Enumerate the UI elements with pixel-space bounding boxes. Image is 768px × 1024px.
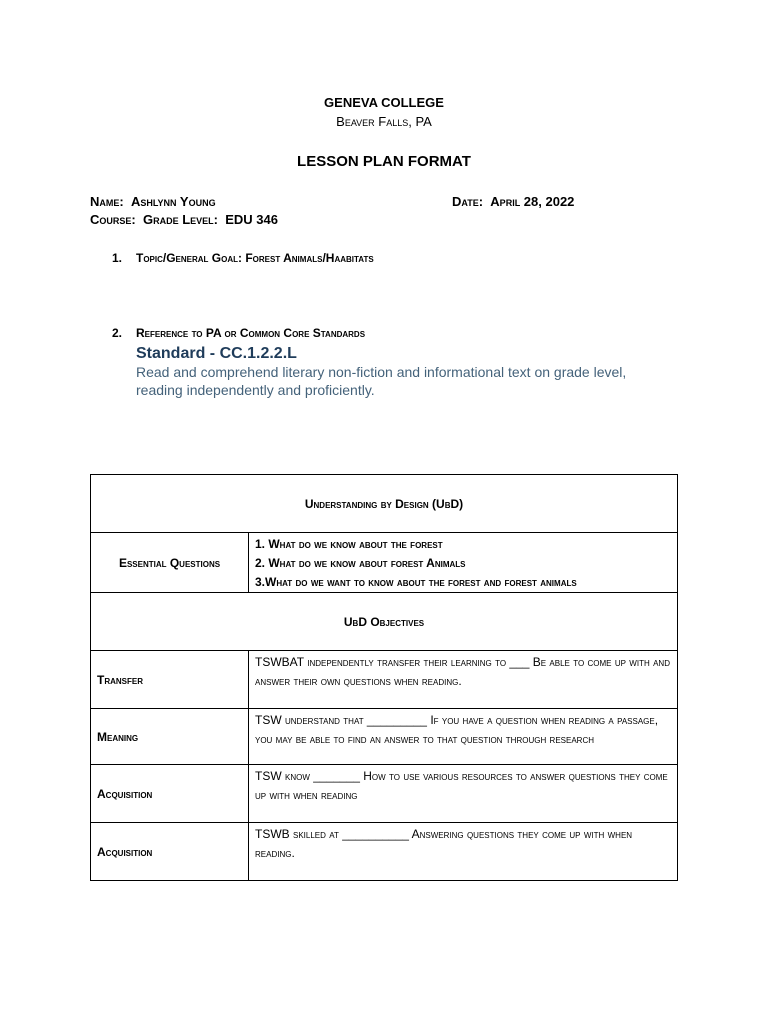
course-label: Course:: [90, 212, 136, 227]
row-label-acquisition: Acquisition: [91, 765, 249, 823]
essential-questions-list: [249, 533, 678, 593]
table-row: [91, 651, 678, 709]
table-row: [91, 475, 678, 533]
ubd-title: Understanding by Design (UbD): [91, 475, 678, 533]
row-text-transfer: TSWBAT independently transfer their learning to ___ Be able to come up with and answer their own questions when reading.: [249, 651, 678, 709]
row-label-transfer: Transfer: [91, 651, 249, 709]
section-text: Topic/General Goal: Forest Animals/Haabitats: [136, 251, 374, 265]
date-line: [452, 194, 574, 209]
name-line: [90, 194, 216, 209]
essential-questions-label: Essential Questions: [91, 533, 249, 593]
section-topic: [112, 251, 374, 265]
document-title: LESSON PLAN FORMAT: [297, 153, 471, 170]
table-row: [91, 765, 678, 823]
standard-title: Standard - CC.1.2.2.L: [136, 345, 297, 362]
list-item: 3.What do we want to know about the forest and forest animals: [255, 575, 577, 589]
grade-level-value: EDU 346: [225, 212, 278, 227]
table-row: [91, 593, 678, 651]
table-row: [91, 823, 678, 881]
section-number: 1.: [112, 251, 123, 265]
row-text-acquisition-2: TSWB skilled at __________ Answering questions they come up with when reading.: [249, 823, 678, 881]
list-item: 2. What do we know about forest Animals: [255, 556, 466, 570]
section-text: Reference to PA or Common Core Standards: [136, 326, 366, 340]
grade-level-label: Grade Level:: [142, 212, 218, 227]
college-name: GENEVA COLLEGE: [324, 95, 444, 110]
row-label-acquisition-2: Acquisition: [91, 823, 249, 881]
date-value: April 28, 2022: [490, 194, 575, 209]
section-number: 2.: [112, 326, 123, 340]
ubd-table: [90, 474, 678, 881]
name-label: Name:: [90, 194, 124, 209]
standard-description: Read and comprehend literary non-fiction and informational text on grade level, reading independently and proficiently.: [136, 364, 627, 398]
date-label: Date:: [452, 194, 484, 209]
row-text-meaning: TSW understand that _________ If you have a question when reading a passage, you may be able to find an answer to that question through research: [249, 709, 678, 765]
row-text-acquisition: TSW know _______ How to use various resources to answer questions they come up with when reading: [249, 765, 678, 823]
table-row: [91, 533, 678, 593]
section-standards: [112, 326, 365, 340]
list-item: 1. What do we know about the forest: [255, 537, 443, 551]
course-line: [90, 212, 278, 227]
row-label-meaning: Meaning: [91, 709, 249, 765]
table-row: [91, 709, 678, 765]
name-value: Ashlynn Young: [130, 194, 216, 209]
college-location: Beaver Falls, PA: [336, 114, 432, 129]
ubd-objectives-title: UbD Objectives: [91, 593, 678, 651]
